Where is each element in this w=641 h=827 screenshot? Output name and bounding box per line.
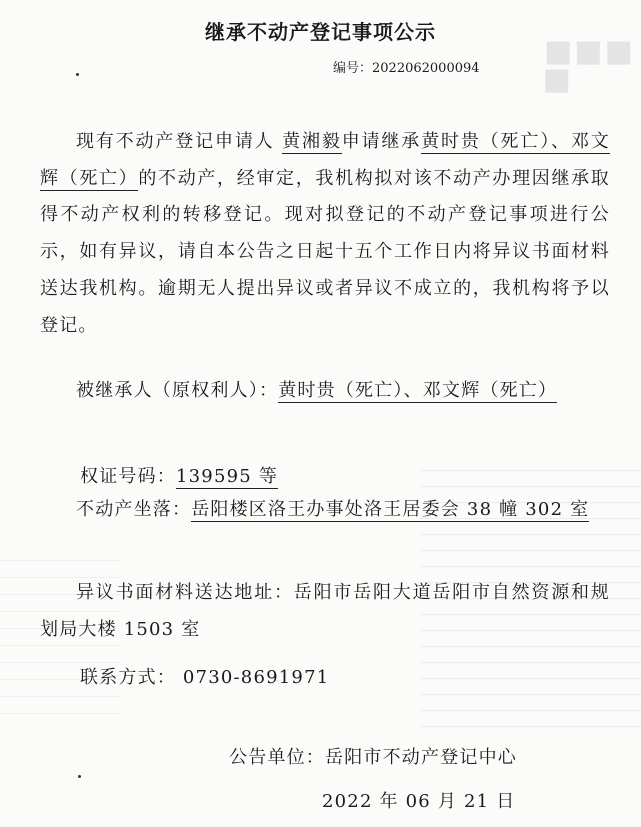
stray-dot-2: [78, 775, 81, 778]
applies-text: 申请继承: [341, 131, 422, 152]
document-number: [333, 57, 480, 76]
document-number-value: 2022062000094: [372, 61, 480, 76]
body-text: 的不动产，经审定，我机构拟对该不动产办理因继承取得不动产权利的转移登记。现对拟登记的不动产登记事项进行公示，如有异议，请自本公告之日起十五个工作日内将异议书面材料送达我机构。逾期无人提出异议或者异议不成立的，我机构将予以登记。: [40, 167, 610, 336]
contact-value: 0730-8691971: [182, 667, 330, 688]
notice-body: [40, 124, 610, 344]
cert-line: [40, 462, 641, 488]
bleed-through-text-2: ■: [542, 62, 571, 97]
location-value: 岳阳楼区洛王办事处洛王居委会 38 幢 302 室: [191, 499, 590, 520]
objection-address-label: 异议书面材料送达地址：: [76, 582, 294, 603]
intro-text: 现有不动产登记申请人: [76, 131, 275, 152]
location-line: [40, 492, 610, 529]
heir-line: [40, 373, 610, 410]
page-title: 继承不动产登记事项公示: [205, 20, 436, 44]
contact-label: 联系方式：: [80, 667, 176, 688]
issuer-line: [229, 743, 517, 769]
heir-label: 被继承人（原权利人）：: [76, 380, 279, 401]
document-number-label: 编号：: [333, 61, 373, 76]
issuer-label: 公告单位：: [229, 747, 325, 768]
objection-address-value: 岳阳市岳阳大道岳阳市自然资源和规划局大楼 1503 室: [40, 582, 610, 640]
notice-date: 2022 年 06 月 21 日: [322, 791, 516, 812]
bleed-through-text: ■■■: [543, 34, 635, 69]
heir-value: 黄时贵（死亡）、邓文辉（死亡）: [278, 380, 558, 401]
stray-dot: [76, 73, 79, 76]
contact-line: [40, 663, 641, 689]
cert-label: 权证号码：: [80, 466, 176, 487]
decedent-names: 黄时贵（死亡）、邓文辉（死亡）: [40, 131, 610, 189]
location-label: 不动产坐落：: [76, 499, 192, 520]
objection-address-line: [40, 575, 610, 648]
cert-value: 139595 等: [176, 466, 279, 487]
applicant-name: 黄湘毅: [282, 131, 342, 152]
issuer-value: 岳阳市不动产登记中心: [325, 747, 517, 768]
